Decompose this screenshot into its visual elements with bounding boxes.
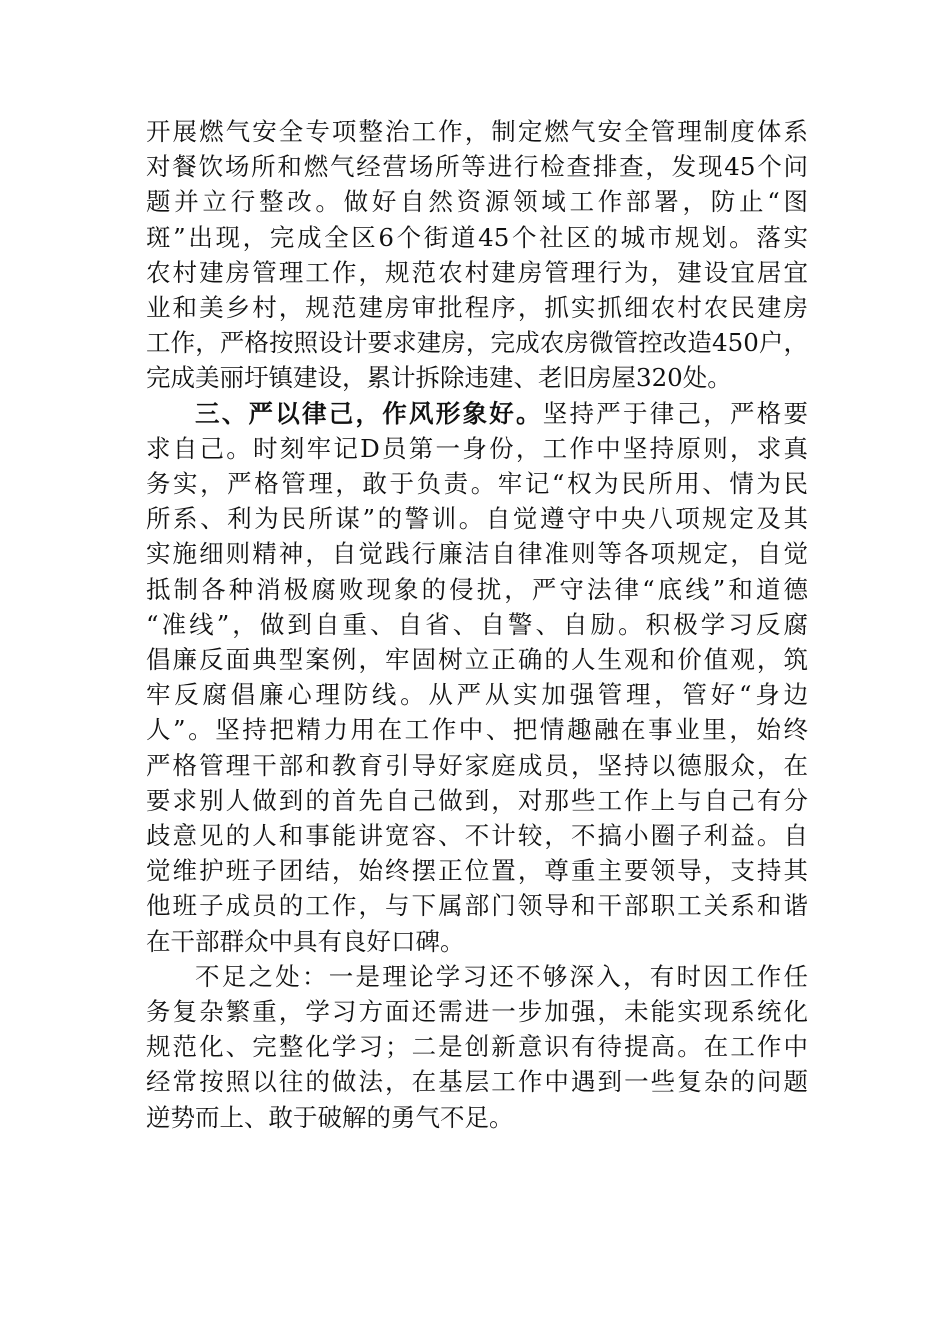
paragraph-line: 经常按照以往的做法，在基层工作中遇到一些复杂的问题 — [146, 1067, 808, 1097]
paragraph-gas-safety — [146, 114, 808, 396]
paragraph-line: 工作，严格按照设计要求建房，完成农房微管控改造450户， — [146, 328, 808, 358]
paragraph-first-line: 不足之处：一是理论学习还不够深入，有时因工作任 — [195, 961, 808, 991]
paragraph-line: 对餐饮场所和燃气经营场所等进行检查排查，发现45个问 — [146, 152, 808, 182]
paragraph-line: 人”。坚持把精力用在工作中、把情趣融在事业里，始终 — [146, 715, 808, 745]
paragraph-first-line — [146, 396, 808, 431]
section-heading: 三、严以律己，作风形象好。 — [195, 398, 543, 428]
paragraph-line: 务实，严格管理，敢于负责。牢记“权为民所用、情为民 — [146, 469, 808, 499]
paragraph-line: 实施细则精神，自觉践行廉洁自律准则等各项规定，自觉 — [146, 539, 808, 569]
paragraph-line: 规范化、完整化学习；二是创新意识有待提高。在工作中 — [146, 1032, 808, 1062]
paragraph-line: 完成美丽圩镇建设，累计拆除违建、老旧房屋320处。 — [146, 363, 732, 393]
paragraph-text: 坚持严于律己，严格要 — [542, 398, 808, 428]
document-body — [146, 114, 808, 1135]
paragraph-line: 他班子成员的工作，与下属部门领导和干部职工关系和谐 — [146, 891, 808, 921]
paragraph-line: 抵制各种消极腐败现象的侵扰，严守法律“底线”和道德 — [146, 574, 808, 604]
paragraph-line: 斑”出现，完成全区6个街道45个社区的城市规划。落实 — [146, 222, 808, 252]
paragraph-line: 求自己。时刻牢记D员第一身份，工作中坚持原则，求真 — [146, 433, 808, 463]
paragraph-line: “准线”，做到自重、自省、自警、自励。积极学习反腐 — [146, 609, 808, 639]
paragraph-line: 倡廉反面典型案例，牢固树立正确的人生观和价值观，筑 — [146, 645, 808, 675]
paragraph-line: 农村建房管理工作，规范农村建房管理行为，建设宜居宜 — [146, 257, 808, 287]
paragraph-line: 要求别人做到的首先自己做到，对那些工作上与自己有分 — [146, 785, 808, 815]
paragraph-line: 所系、利为民所谋”的警训。自觉遵守中央八项规定及其 — [146, 504, 808, 534]
paragraph-line: 歧意见的人和事能讲宽容、不计较，不搞小圈子利益。自 — [146, 821, 808, 851]
paragraph-shortcomings — [146, 959, 808, 1135]
paragraph-line: 务复杂繁重，学习方面还需进一步加强，未能实现系统化 — [146, 997, 808, 1027]
paragraph-line: 严格管理干部和教育引导好家庭成员，坚持以德服众，在 — [146, 750, 808, 780]
paragraph-line: 开展燃气安全专项整治工作，制定燃气安全管理制度体系 — [146, 117, 808, 146]
paragraph-line: 逆势而上、敢于破解的勇气不足。 — [146, 1102, 514, 1132]
paragraph-line: 在干部群众中具有良好口碑。 — [146, 926, 465, 956]
paragraph-line: 牢反腐倡廉心理防线。从严从实加强管理，管好“身边 — [146, 680, 808, 710]
paragraph-line: 觉维护班子团结，始终摆正位置，尊重主要领导，支持其 — [146, 856, 808, 886]
paragraph-self-discipline — [146, 396, 808, 959]
paragraph-line: 题并立行整改。做好自然资源领域工作部署，防止“图 — [146, 187, 808, 217]
paragraph-line: 业和美乡村，规范建房审批程序，抓实抓细农村农民建房 — [146, 293, 808, 323]
